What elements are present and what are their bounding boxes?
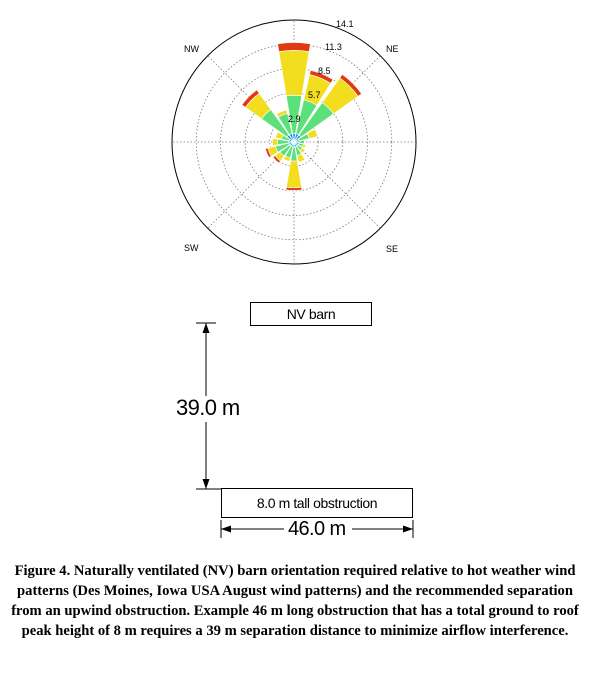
- direction-label-se: SE: [386, 244, 399, 254]
- separation-distance-label: 39.0 m: [176, 395, 240, 420]
- figure-caption: Figure 4. Naturally ventilated (NV) barn orientation required relative to hot weather wind patterns (Des Moines, Iowa USA August wind patterns) and the recommended separation from an upwind obstruction. Example 46 m long obstruction that has a total ground to roof peak height of 8 m requires a 39 m separation distance to minimize airflow interference.: [11, 563, 579, 639]
- direction-label-sw: SW: [184, 243, 199, 253]
- rose-wedge-segment: [279, 50, 309, 96]
- obstruction-length-label: 46.0 m: [284, 519, 350, 539]
- wind-rose-chart: [0, 0, 590, 300]
- obstruction-box: [221, 488, 413, 518]
- length-arrow-right-icon: [403, 526, 413, 533]
- length-arrow-left-icon: [221, 526, 231, 533]
- rose-wedge-segment: [297, 154, 305, 162]
- nv-barn-label: NV barn: [286, 306, 336, 322]
- ring-label: 14.1: [336, 19, 354, 29]
- rose-wedge-segment: [286, 187, 302, 190]
- ring-label: 2.9: [288, 114, 301, 124]
- ring-label: 5.7: [308, 90, 321, 100]
- rose-wedge-segment: [278, 42, 311, 51]
- rose-wedge-segment: [272, 138, 277, 145]
- separation-arrow-down-icon: [203, 479, 210, 489]
- separation-arrow-up-icon: [203, 323, 210, 333]
- ring-label: 8.5: [318, 66, 331, 76]
- direction-label-nw: NW: [184, 44, 199, 54]
- obstruction-label: 8.0 m tall obstruction: [256, 495, 378, 511]
- nv-barn-box: [250, 302, 372, 326]
- rose-wedge-segment: [286, 161, 301, 188]
- wind-rose-wedges: [242, 42, 362, 190]
- ring-label: 11.3: [325, 42, 342, 52]
- direction-label-ne: NE: [386, 44, 399, 54]
